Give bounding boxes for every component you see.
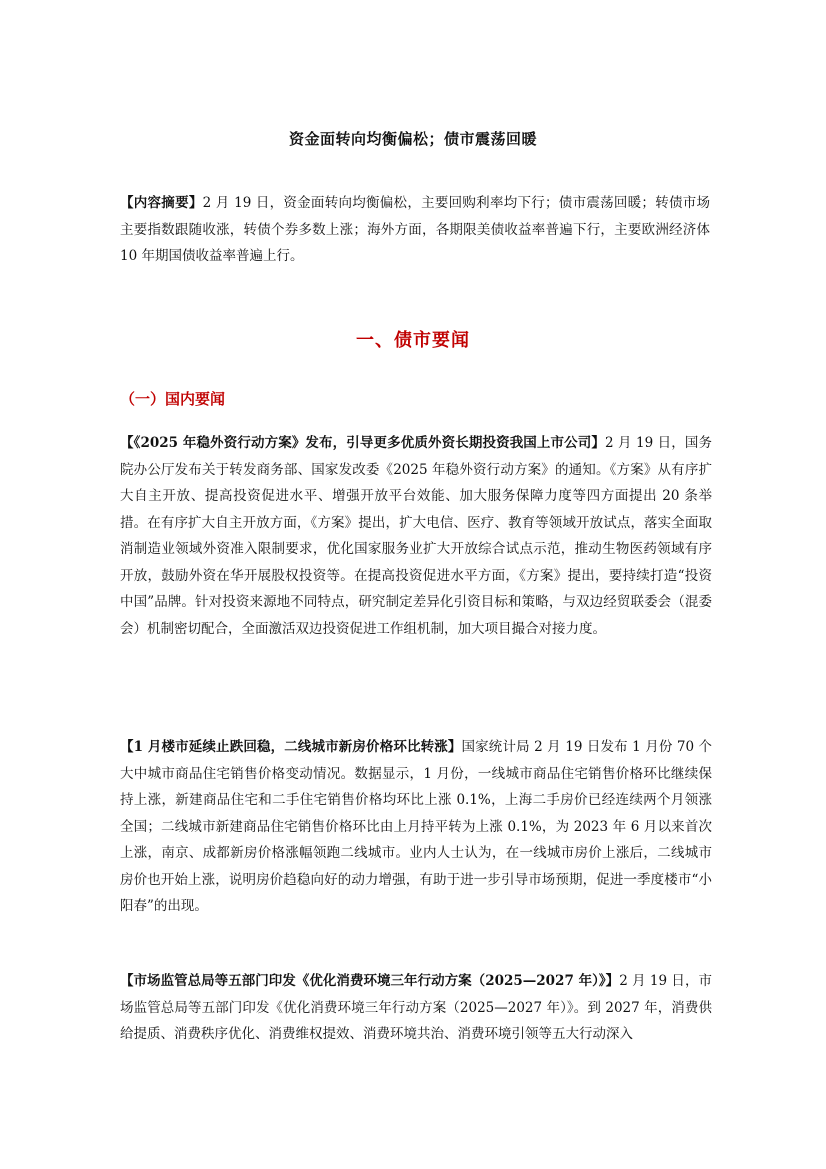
news-headline: 【1 月楼市延续止跌回稳，二线城市新房价格环比转涨】 xyxy=(120,739,462,755)
news-body: 2 月 19 日，市场监管总局等五部门印发《优化消费环境三年行动方案（2025—2027 年）》。到 2027 年，消费供给提质、消费秩序优化、消费维权提效、消费环境共治、消费环境引领等五大行动深入 xyxy=(120,973,712,1042)
news-body: 国家统计局 2 月 19 日发布 1 月份 70 个大中城市商品住宅销售价格变动情况。数据显示，1 月份，一线城市商品住宅销售价格环比继续保持上涨，新建商品住宅和二手住宅销售价格均环比上涨 0.1%，上海二手房价已经连续两个月领涨全国；二线城市新建商品住宅销售价格环比由上月持平转为上涨 0.1%，为 2023 年 6 月以来首次上涨，南京、成都新房价格涨幅领跑二线城市。业内人士认为，在一线城市房价上涨后，二线城市房价也开始上涨，说明房价趋稳向好的动力增强，有助于进一步引导市场预期，促进一季度楼市“小阳春”的出现。 xyxy=(120,739,713,914)
news-headline: 【《2025 年稳外资行动方案》发布，引导更多优质外资长期投资我国上市公司】 xyxy=(120,435,606,451)
abstract-text: 2 月 19 日，资金面转向均衡偏松，主要回购利率均下行；债市震荡回暖；转债市场主要指数跟随收涨，转债个券多数上涨；海外方面，各期限美债收益率普遍下行，主要欧洲经济体 10 年期国债收益率普遍上行。 xyxy=(120,195,711,264)
news-body: 2 月 19 日，国务院办公厅发布关于转发商务部、国家发改委《2025 年稳外资行动方案》的通知。《方案》从有序扩大自主开放、提高投资促进水平、增强开放平台效能、加大服务保障力度等四方面提出 20 条举措。在有序扩大自主开放方面，《方案》提出，扩大电信、医疗、教育等领域开放试点，落实全面取消制造业领域外资准入限制要求，优化国家服务业扩大开放综合试点示范，推动生物医药领域有序开放，鼓励外资在华开展股权投资等。在提高投资促进水平方面，《方案》提出，要持续打造“投资中国”品牌。针对投资来源地不同特点，研究制定差异化引资目标和策略，与双边经贸联委会（混委会）机制密切配合，全面激活双边投资促进工作组机制，加大项目撮合对接力度。 xyxy=(120,435,712,637)
section-heading: 一、债市要闻 xyxy=(356,330,470,351)
abstract-tag: 【内容摘要】 xyxy=(120,195,203,211)
news-headline: 【市场监管总局等五部门印发《优化消费环境三年行动方案（2025—2027 年）》】 xyxy=(120,973,620,989)
news-item xyxy=(120,430,712,642)
news-item xyxy=(120,734,712,920)
news-item xyxy=(120,968,712,1048)
abstract-paragraph xyxy=(120,190,710,270)
sub-heading: （一）国内要闻 xyxy=(120,390,226,408)
document-title: 资金面转向均衡偏松；债市震荡回暖 xyxy=(288,130,537,148)
